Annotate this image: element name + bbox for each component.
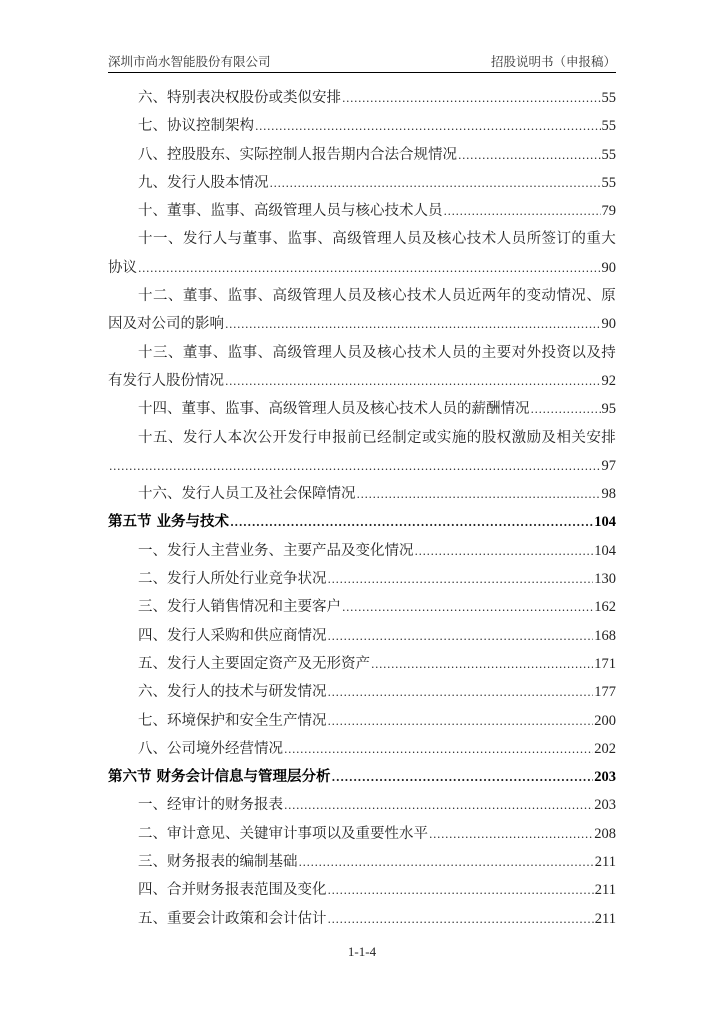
toc-entry-title: 七、协议控制架构 xyxy=(138,118,254,135)
toc-entry[interactable] xyxy=(108,141,616,169)
dot-leader xyxy=(270,170,601,198)
dot-leader xyxy=(328,877,594,905)
toc-entry-title: 六、特别表决权股份或类似安排 xyxy=(138,90,341,106)
toc-page-number: 202 xyxy=(594,740,616,757)
dot-leader xyxy=(255,113,601,141)
toc-page-number: 55 xyxy=(601,118,616,135)
toc-page-number: 203 xyxy=(594,797,616,814)
dot-leader xyxy=(328,679,594,707)
toc-page-number: 104 xyxy=(594,542,616,559)
toc-entry-title: 十四、董事、监事、高级管理人员及核心技术人员的薪酬情况 xyxy=(138,401,530,418)
toc-page-number: 200 xyxy=(594,712,616,729)
toc-entry[interactable] xyxy=(108,848,616,876)
toc-page-number: 98 xyxy=(601,486,616,503)
toc-entry[interactable] xyxy=(108,791,616,819)
dot-leader xyxy=(444,198,601,226)
toc-entry[interactable] xyxy=(108,197,616,225)
toc-entry[interactable] xyxy=(108,650,616,678)
dot-leader xyxy=(284,736,593,764)
dot-leader xyxy=(531,396,601,424)
toc-page-number: 90 xyxy=(601,259,616,276)
toc-entry-title: 三、财务报表的编制基础 xyxy=(138,854,298,871)
toc-entry[interactable] xyxy=(108,905,616,933)
dot-leader xyxy=(371,651,593,679)
toc-section-entry[interactable] xyxy=(108,508,616,536)
toc-entry-title: 二、审计意见、关键审计事项以及重要性水平 xyxy=(138,825,428,842)
toc-page-number: 95 xyxy=(601,401,616,418)
toc-entry-title: 二、发行人所处行业竞争状况 xyxy=(138,571,327,588)
dot-leader xyxy=(328,708,594,736)
toc-entry-title: 三、发行人销售情况和主要客户 xyxy=(138,599,341,616)
dot-leader xyxy=(415,538,594,566)
toc-entry[interactable] xyxy=(108,678,616,706)
toc-page-number: 211 xyxy=(594,882,616,899)
toc-entry[interactable] xyxy=(108,820,616,848)
toc-page-number: 55 xyxy=(601,146,616,163)
header-document-title: 招股说明书（申报稿） xyxy=(490,54,616,69)
dot-leader xyxy=(332,764,594,792)
toc-entry[interactable] xyxy=(108,622,616,650)
toc-entry-title-line1: 十三、董事、监事、高级管理人员及核心技术人员的主要对外投资以及持 xyxy=(138,344,616,361)
toc-page-number: 203 xyxy=(594,769,616,786)
toc-entry[interactable] xyxy=(108,84,616,112)
toc-page-number: 104 xyxy=(594,514,616,531)
toc-entry-title: 第五节 业务与技术 xyxy=(108,513,230,531)
toc-section-entry[interactable] xyxy=(108,763,616,791)
toc-page-number: 130 xyxy=(594,571,616,588)
dot-leader xyxy=(225,368,601,396)
toc-page-number: 90 xyxy=(601,316,616,333)
toc-entry-title: 六、发行人的技术与研发情况 xyxy=(138,684,327,701)
toc-entry[interactable] xyxy=(108,395,616,423)
toc-entry[interactable] xyxy=(108,537,616,565)
toc-page-number: 168 xyxy=(594,627,616,644)
toc-entry[interactable] xyxy=(108,593,616,621)
dot-leader xyxy=(342,594,593,622)
dot-leader xyxy=(230,509,593,537)
dot-leader xyxy=(458,142,601,170)
toc-page-number: 171 xyxy=(594,655,616,672)
page-number: 1-1-4 xyxy=(347,944,377,959)
toc-entry-title-line2: 因及对公司的影响 xyxy=(108,316,224,333)
toc-entry-title: 一、经审计的财务报表 xyxy=(138,797,283,814)
toc-entry[interactable] xyxy=(108,339,616,396)
toc-entry[interactable] xyxy=(108,480,616,508)
toc-entry[interactable] xyxy=(108,282,616,339)
toc-page-number: 55 xyxy=(601,174,616,191)
dot-leader xyxy=(225,311,601,339)
table-of-contents xyxy=(108,84,616,933)
dot-leader xyxy=(328,623,594,651)
toc-entry[interactable] xyxy=(108,112,616,140)
toc-page-number: 92 xyxy=(601,372,616,389)
toc-page-number: 162 xyxy=(594,599,616,616)
toc-entry[interactable] xyxy=(108,225,616,282)
toc-entry-title: 八、公司境外经营情况 xyxy=(138,740,283,757)
toc-entry-title: 五、重要会计政策和会计估计 xyxy=(138,910,327,927)
toc-entry-title-line1: 十二、董事、监事、高级管理人员及核心技术人员近两年的变动情况、原 xyxy=(138,288,616,305)
toc-page-number: 55 xyxy=(601,90,616,106)
toc-entry-title: 九、发行人股本情况 xyxy=(138,174,269,191)
toc-entry-title: 八、控股股东、实际控制人报告期内合法合规情况 xyxy=(138,146,457,163)
toc-entry-title: 四、发行人采购和供应商情况 xyxy=(138,627,327,644)
toc-entry-title: 第六节 财务会计信息与管理层分析 xyxy=(108,768,331,786)
dot-leader xyxy=(109,453,601,481)
toc-entry[interactable] xyxy=(108,565,616,593)
page-header xyxy=(108,50,616,73)
dot-leader xyxy=(357,481,601,509)
dot-leader xyxy=(328,566,594,594)
dot-leader xyxy=(299,849,594,877)
toc-entry-title: 十、董事、监事、高级管理人员与核心技术人员 xyxy=(138,203,443,220)
toc-entry-title: 五、发行人主要固定资产及无形资产 xyxy=(138,655,370,672)
toc-page-number: 208 xyxy=(594,825,616,842)
toc-entry-title-line1: 十五、发行人本次公开发行申报前已经制定或实施的股权激励及相关安排 xyxy=(138,429,616,446)
toc-page-number: 97 xyxy=(601,457,616,474)
toc-entry[interactable] xyxy=(108,169,616,197)
dot-leader xyxy=(284,792,593,820)
toc-page-number: 211 xyxy=(594,854,616,871)
toc-entry-title: 一、发行人主营业务、主要产品及变化情况 xyxy=(138,542,414,559)
dot-leader xyxy=(328,906,594,934)
toc-entry[interactable] xyxy=(108,707,616,735)
toc-page-number: 211 xyxy=(594,910,616,927)
header-company-name: 深圳市尚水智能股份有限公司 xyxy=(108,54,271,69)
dot-leader xyxy=(342,85,601,113)
toc-entry[interactable] xyxy=(108,735,616,763)
toc-entry-title-line2: 协议 xyxy=(108,259,137,276)
toc-entry-title: 七、环境保护和安全生产情况 xyxy=(138,712,327,729)
dot-leader xyxy=(138,255,601,283)
toc-entry[interactable] xyxy=(108,876,616,904)
toc-page-number: 79 xyxy=(601,203,616,220)
toc-page-number: 177 xyxy=(594,684,616,701)
toc-entry-title: 四、合并财务报表范围及变化 xyxy=(138,882,327,899)
dot-leader xyxy=(429,821,593,849)
toc-entry[interactable] xyxy=(108,424,616,481)
toc-entry-title-line2: 有发行人股份情况 xyxy=(108,372,224,389)
toc-entry-title-line1: 十一、发行人与董事、监事、高级管理人员及核心技术人员所签订的重大 xyxy=(138,231,616,248)
toc-entry-title: 十六、发行人员工及社会保障情况 xyxy=(138,486,356,503)
